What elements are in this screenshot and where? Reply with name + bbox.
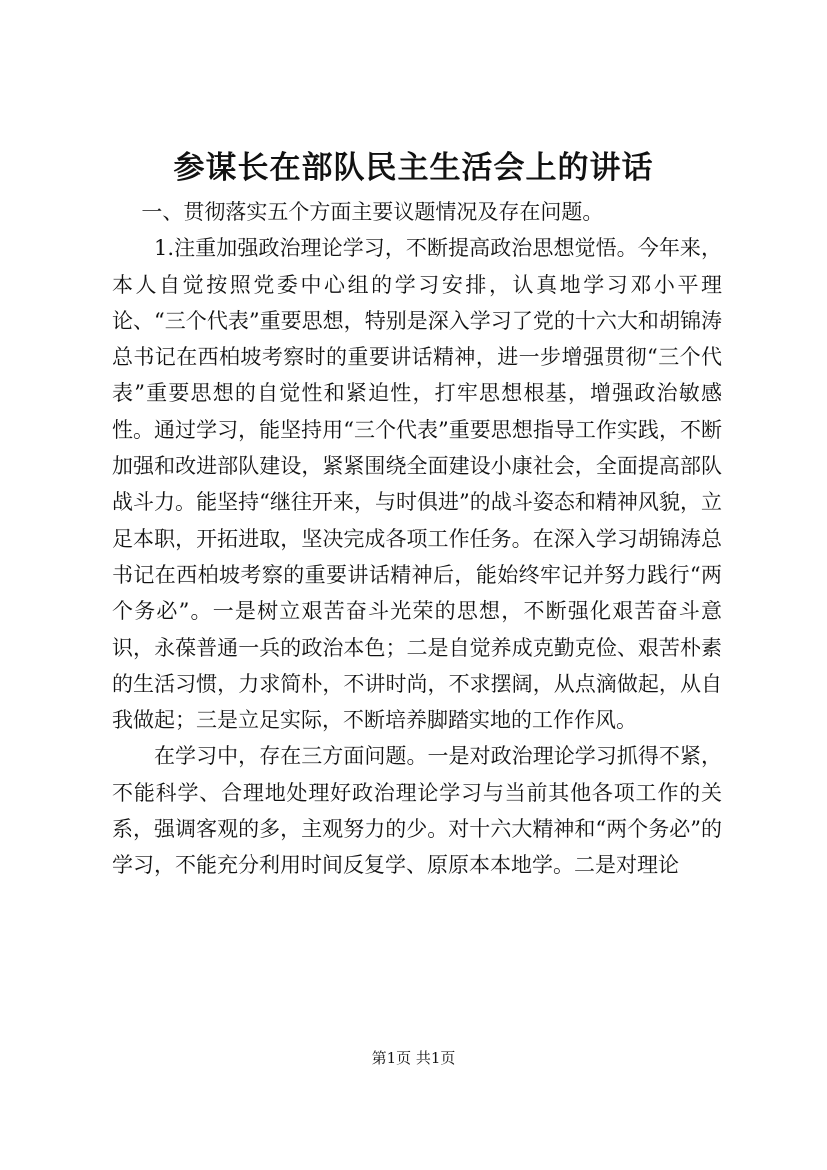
page-footer: 第1页 共1页 bbox=[371, 1049, 456, 1067]
body-paragraph: 1.注重加强政治理论学习，不断提高政治思想觉悟。今年来，本人自觉按照党委中心组的学习安排，认真地学习邓小平理论、“三个代表”重要思想，特别是深入学习了党的十六大和胡锦涛总书记在西柏坡考察时的重要讲话精神，进一步增强贯彻“三个代表”重要思想的自觉性和紧迫性，打牢思想根基，增强政治敏感性。通过学习，能坚持用“三个代表”重要思想指导工作实践，不断加强和改进部队建设，紧紧围绕全面建设小康社会，全面提高部队战斗力。能坚持“继往开来，与时俱进”的战斗姿态和精神风貌，立足本职，开拓进取，坚决完成各项工作任务。在深入学习胡锦涛总书记在西柏坡考察的重要讲话精神后，能始终牢记并努力践行“两个务必”。一是树立艰苦奋斗光荣的思想，不断强化艰苦奋斗意识，永葆普通一兵的政治本色；二是自觉养成克勤克俭、艰苦朴素的生活习惯，力求简朴，不讲时尚，不求摆阔，从点滴做起，从自我做起；三是立足实际，不断培养脚踏实地的工作作风。 bbox=[112, 236, 722, 733]
document-title: 参谋长在部队民主生活会上的讲话 bbox=[173, 150, 654, 186]
body-paragraph: 在学习中，存在三方面问题。一是对政治理论学习抓得不紧，不能科学、合理地处理好政治理论学习与当前其他各项工作的关系，强调客观的多，主观努力的少。对十六大精神和“两个务必”的学习，不能充分利用时间反复学、原原本本地学。二是对理论 bbox=[112, 744, 722, 878]
section-heading: 一、贯彻落实五个方面主要议题情况及存在问题。 bbox=[141, 200, 604, 224]
document-body bbox=[112, 194, 722, 884]
